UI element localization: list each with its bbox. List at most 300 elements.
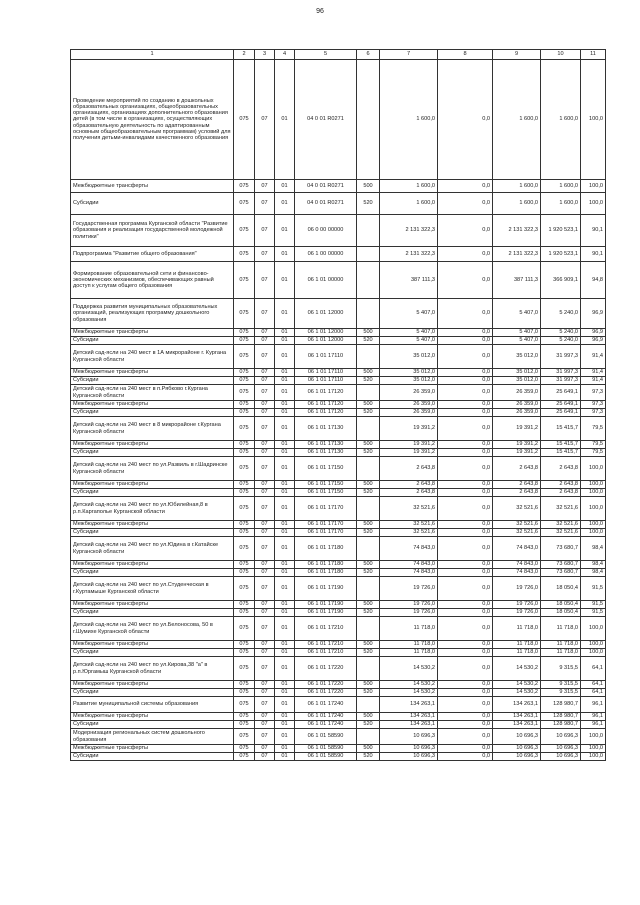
row-value-cell: 32 521,6	[380, 497, 438, 521]
row-value-cell: 520	[357, 721, 380, 729]
table-row	[71, 657, 606, 681]
row-value-cell: 10 696,3	[380, 753, 438, 761]
row-value-cell: 520	[357, 193, 380, 215]
row-value-cell: 500	[357, 369, 380, 377]
row-name-cell: Межбюджетные трансферты	[71, 369, 234, 377]
row-value-cell: 07	[255, 409, 275, 417]
row-value-cell	[357, 215, 380, 247]
row-value-cell: 07	[255, 721, 275, 729]
row-value-cell: 06 1 01 17240	[295, 697, 357, 713]
row-value-cell: 07	[255, 753, 275, 761]
row-value-cell: 18 050,4	[541, 577, 581, 601]
row-value-cell: 06 1 01 17180	[295, 537, 357, 561]
row-value-cell: 07	[255, 713, 275, 721]
row-value-cell: 01	[275, 417, 295, 441]
row-value-cell: 32 521,6	[541, 497, 581, 521]
row-value-cell: 07	[255, 569, 275, 577]
row-value-cell: 32 521,6	[541, 521, 581, 529]
row-value-cell: 075	[234, 689, 255, 697]
row-value-cell: 2 643,8	[541, 481, 581, 489]
row-value-cell: 06 1 01 17170	[295, 521, 357, 529]
row-value-cell: 94,8	[581, 262, 606, 299]
row-value-cell: 64,1	[581, 681, 606, 689]
row-value-cell: 98,4	[581, 569, 606, 577]
row-value-cell	[357, 299, 380, 329]
row-value-cell: 01	[275, 529, 295, 537]
table-row	[71, 441, 606, 449]
row-value-cell: 07	[255, 369, 275, 377]
row-value-cell: 0,0	[438, 247, 493, 262]
row-value-cell	[357, 729, 380, 745]
column-header: 9	[493, 50, 541, 60]
row-value-cell: 01	[275, 697, 295, 713]
row-value-cell: 35 012,0	[380, 345, 438, 369]
row-value-cell: 25 649,1	[541, 385, 581, 401]
row-value-cell: 500	[357, 713, 380, 721]
row-value-cell: 06 1 01 00000	[295, 262, 357, 299]
row-value-cell: 01	[275, 537, 295, 561]
row-value-cell: 1 600,0	[380, 193, 438, 215]
table-row	[71, 753, 606, 761]
row-value-cell: 26 359,0	[493, 409, 541, 417]
row-value-cell: 01	[275, 377, 295, 385]
row-value-cell: 32 521,6	[493, 521, 541, 529]
row-value-cell: 9 315,5	[541, 689, 581, 697]
table-row	[71, 417, 606, 441]
row-value-cell: 07	[255, 609, 275, 617]
row-value-cell: 075	[234, 449, 255, 457]
table-row	[71, 681, 606, 689]
row-value-cell: 74 843,0	[493, 537, 541, 561]
table-row	[71, 561, 606, 569]
row-value-cell: 06 1 01 17210	[295, 617, 357, 641]
row-value-cell: 0,0	[438, 345, 493, 369]
column-header: 8	[438, 50, 493, 60]
row-value-cell: 1 600,0	[541, 60, 581, 180]
row-value-cell: 06 1 01 17120	[295, 409, 357, 417]
row-value-cell: 06 1 01 58590	[295, 729, 357, 745]
table-row	[71, 247, 606, 262]
row-value-cell: 26 359,0	[380, 409, 438, 417]
row-value-cell: 075	[234, 299, 255, 329]
row-value-cell: 01	[275, 369, 295, 377]
table-row	[71, 697, 606, 713]
row-value-cell: 0,0	[438, 753, 493, 761]
table-row	[71, 385, 606, 401]
row-value-cell: 01	[275, 449, 295, 457]
row-value-cell: 500	[357, 180, 380, 193]
table-row	[71, 497, 606, 521]
row-value-cell: 0,0	[438, 657, 493, 681]
row-value-cell: 500	[357, 745, 380, 753]
row-value-cell: 06 1 01 17210	[295, 649, 357, 657]
budget-table	[70, 49, 606, 761]
row-value-cell: 79,5	[581, 449, 606, 457]
column-header: 11	[581, 50, 606, 60]
row-value-cell: 0,0	[438, 601, 493, 609]
row-value-cell: 0,0	[438, 481, 493, 489]
table-row	[71, 745, 606, 753]
row-value-cell	[357, 247, 380, 262]
row-value-cell: 01	[275, 345, 295, 369]
row-value-cell: 5 407,0	[380, 299, 438, 329]
row-value-cell	[357, 617, 380, 641]
row-value-cell: 500	[357, 561, 380, 569]
row-value-cell: 075	[234, 401, 255, 409]
row-value-cell: 387 111,3	[493, 262, 541, 299]
row-value-cell: 100,0	[581, 193, 606, 215]
row-name-cell: Субсидии	[71, 569, 234, 577]
row-value-cell: 07	[255, 745, 275, 753]
row-value-cell: 075	[234, 262, 255, 299]
row-value-cell: 32 521,6	[380, 521, 438, 529]
row-value-cell: 01	[275, 401, 295, 409]
row-value-cell: 2 131 322,3	[493, 215, 541, 247]
row-value-cell: 2 643,8	[493, 489, 541, 497]
row-value-cell: 075	[234, 441, 255, 449]
table-row	[71, 409, 606, 417]
row-value-cell: 19 726,0	[380, 609, 438, 617]
row-value-cell: 07	[255, 247, 275, 262]
row-value-cell: 5 240,0	[541, 337, 581, 345]
row-value-cell: 96,9	[581, 337, 606, 345]
table-row	[71, 377, 606, 385]
table-row	[71, 521, 606, 529]
row-value-cell: 5 407,0	[380, 329, 438, 337]
table-row	[71, 180, 606, 193]
row-value-cell: 520	[357, 609, 380, 617]
row-value-cell: 01	[275, 753, 295, 761]
row-value-cell: 10 696,3	[493, 753, 541, 761]
row-value-cell: 1 600,0	[541, 180, 581, 193]
row-value-cell: 520	[357, 489, 380, 497]
row-name-cell: Субсидии	[71, 529, 234, 537]
row-value-cell: 19 726,0	[380, 601, 438, 609]
row-value-cell: 06 1 01 17190	[295, 577, 357, 601]
row-value-cell: 0,0	[438, 329, 493, 337]
row-name-cell: Субсидии	[71, 377, 234, 385]
row-value-cell: 075	[234, 537, 255, 561]
row-value-cell: 0,0	[438, 457, 493, 481]
row-value-cell: 500	[357, 601, 380, 609]
row-value-cell: 06 1 01 17150	[295, 457, 357, 481]
row-value-cell: 075	[234, 180, 255, 193]
row-value-cell: 0,0	[438, 449, 493, 457]
row-value-cell	[357, 577, 380, 601]
row-value-cell: 07	[255, 441, 275, 449]
row-value-cell: 134 263,1	[493, 713, 541, 721]
row-value-cell: 10 696,3	[493, 729, 541, 745]
table-row	[71, 713, 606, 721]
row-value-cell: 06 1 01 17120	[295, 401, 357, 409]
row-value-cell	[357, 417, 380, 441]
row-name-cell: Детский сад-ясли на 240 мест по ул.Белоносова, 50 в г.Шумихе Курганской области	[71, 617, 234, 641]
row-value-cell	[357, 385, 380, 401]
table-row	[71, 60, 606, 180]
row-value-cell: 01	[275, 745, 295, 753]
row-value-cell: 01	[275, 601, 295, 609]
row-value-cell: 19 726,0	[380, 577, 438, 601]
row-value-cell: 075	[234, 385, 255, 401]
row-value-cell: 0,0	[438, 489, 493, 497]
row-value-cell: 01	[275, 337, 295, 345]
row-value-cell: 075	[234, 569, 255, 577]
row-value-cell: 520	[357, 649, 380, 657]
row-value-cell: 35 012,0	[380, 377, 438, 385]
row-value-cell: 0,0	[438, 689, 493, 697]
row-value-cell: 96,1	[581, 697, 606, 713]
row-value-cell: 0,0	[438, 521, 493, 529]
column-header: 6	[357, 50, 380, 60]
row-value-cell: 075	[234, 745, 255, 753]
row-value-cell: 0,0	[438, 497, 493, 521]
row-value-cell: 075	[234, 345, 255, 369]
row-value-cell: 075	[234, 561, 255, 569]
row-value-cell: 0,0	[438, 681, 493, 689]
row-name-cell: Субсидии	[71, 649, 234, 657]
row-value-cell: 06 1 01 17130	[295, 441, 357, 449]
row-value-cell: 520	[357, 569, 380, 577]
row-value-cell: 07	[255, 329, 275, 337]
row-value-cell: 0,0	[438, 561, 493, 569]
row-value-cell: 10 696,3	[380, 745, 438, 753]
row-value-cell: 26 359,0	[493, 385, 541, 401]
row-value-cell: 075	[234, 409, 255, 417]
row-value-cell: 14 530,2	[380, 681, 438, 689]
row-value-cell: 2 643,8	[493, 481, 541, 489]
row-value-cell: 64,1	[581, 657, 606, 681]
row-value-cell: 500	[357, 329, 380, 337]
row-value-cell: 0,0	[438, 729, 493, 745]
row-value-cell	[357, 457, 380, 481]
row-value-cell: 01	[275, 385, 295, 401]
row-value-cell: 06 1 01 17190	[295, 609, 357, 617]
row-value-cell: 06 1 01 17110	[295, 345, 357, 369]
row-value-cell: 387 111,3	[380, 262, 438, 299]
row-value-cell: 075	[234, 247, 255, 262]
row-name-cell: Детский сад-ясли на 240 мест по ул.Юбилейная,8 в р.п.Каргаполье Курганской области	[71, 497, 234, 521]
row-value-cell: 07	[255, 377, 275, 385]
row-value-cell: 0,0	[438, 401, 493, 409]
row-value-cell: 01	[275, 180, 295, 193]
row-name-cell: Субсидии	[71, 449, 234, 457]
row-value-cell: 74 843,0	[380, 537, 438, 561]
row-value-cell: 25 649,1	[541, 401, 581, 409]
table-row	[71, 262, 606, 299]
row-value-cell: 14 530,2	[380, 689, 438, 697]
row-value-cell: 075	[234, 713, 255, 721]
row-value-cell	[357, 497, 380, 521]
row-value-cell: 100,0	[581, 529, 606, 537]
table-row	[71, 329, 606, 337]
table-row	[71, 601, 606, 609]
row-value-cell: 0,0	[438, 641, 493, 649]
row-name-cell: Государственная программа Курганской области "Развитие образования и реализация государственной молодежной политики"	[71, 215, 234, 247]
row-value-cell: 0,0	[438, 193, 493, 215]
row-value-cell: 18 050,4	[541, 601, 581, 609]
row-value-cell: 06 1 01 17240	[295, 721, 357, 729]
row-value-cell: 2 643,8	[541, 457, 581, 481]
row-value-cell: 07	[255, 385, 275, 401]
row-value-cell: 520	[357, 689, 380, 697]
row-value-cell: 01	[275, 657, 295, 681]
table-row	[71, 721, 606, 729]
row-value-cell: 35 012,0	[493, 345, 541, 369]
row-value-cell: 01	[275, 481, 295, 489]
row-value-cell: 01	[275, 521, 295, 529]
row-value-cell: 07	[255, 697, 275, 713]
table-row	[71, 489, 606, 497]
row-value-cell: 79,5	[581, 417, 606, 441]
row-value-cell: 0,0	[438, 569, 493, 577]
row-name-cell: Субсидии	[71, 193, 234, 215]
row-value-cell: 2 643,8	[541, 489, 581, 497]
row-value-cell: 100,0	[581, 641, 606, 649]
row-value-cell: 500	[357, 641, 380, 649]
row-value-cell: 075	[234, 457, 255, 481]
row-value-cell: 07	[255, 262, 275, 299]
row-value-cell: 06 1 01 17220	[295, 689, 357, 697]
row-value-cell: 01	[275, 681, 295, 689]
row-value-cell: 01	[275, 457, 295, 481]
row-value-cell: 128 980,7	[541, 721, 581, 729]
row-value-cell: 35 012,0	[380, 369, 438, 377]
row-name-cell: Межбюджетные трансферты	[71, 521, 234, 529]
row-value-cell: 01	[275, 689, 295, 697]
row-value-cell: 01	[275, 497, 295, 521]
row-value-cell: 100,0	[581, 481, 606, 489]
row-value-cell: 2 643,8	[380, 481, 438, 489]
row-value-cell: 075	[234, 497, 255, 521]
row-value-cell: 075	[234, 721, 255, 729]
column-header: 7	[380, 50, 438, 60]
row-value-cell: 100,0	[581, 617, 606, 641]
row-name-cell: Межбюджетные трансферты	[71, 329, 234, 337]
row-value-cell: 2 131 322,3	[380, 215, 438, 247]
row-value-cell: 07	[255, 215, 275, 247]
row-value-cell: 500	[357, 481, 380, 489]
row-value-cell: 06 1 01 12000	[295, 329, 357, 337]
row-value-cell: 075	[234, 657, 255, 681]
table-row	[71, 641, 606, 649]
row-value-cell: 0,0	[438, 180, 493, 193]
row-name-cell: Детский сад-ясли на 240 мест в 1А микрорайоне г. Кургана Курганской области	[71, 345, 234, 369]
row-value-cell: 134 263,1	[493, 721, 541, 729]
row-value-cell: 075	[234, 329, 255, 337]
row-value-cell: 0,0	[438, 537, 493, 561]
row-value-cell: 07	[255, 401, 275, 409]
row-value-cell: 01	[275, 489, 295, 497]
row-value-cell: 06 1 01 17170	[295, 497, 357, 521]
row-value-cell: 07	[255, 180, 275, 193]
row-value-cell: 06 1 01 17110	[295, 369, 357, 377]
row-value-cell: 06 1 01 17220	[295, 657, 357, 681]
row-value-cell: 0,0	[438, 409, 493, 417]
row-name-cell: Межбюджетные трансферты	[71, 681, 234, 689]
row-value-cell: 07	[255, 641, 275, 649]
table-row	[71, 649, 606, 657]
row-value-cell: 2 643,8	[380, 489, 438, 497]
row-value-cell: 11 718,0	[493, 641, 541, 649]
row-value-cell: 07	[255, 481, 275, 489]
row-value-cell: 0,0	[438, 377, 493, 385]
row-value-cell: 075	[234, 369, 255, 377]
row-value-cell: 11 718,0	[541, 641, 581, 649]
row-value-cell	[357, 537, 380, 561]
row-value-cell: 35 012,0	[493, 377, 541, 385]
row-name-cell: Межбюджетные трансферты	[71, 401, 234, 409]
row-name-cell: Модернизация региональных систем дошкольного образования	[71, 729, 234, 745]
table-row	[71, 345, 606, 369]
row-value-cell: 01	[275, 729, 295, 745]
row-value-cell: 01	[275, 60, 295, 180]
row-value-cell: 01	[275, 721, 295, 729]
table-row	[71, 457, 606, 481]
row-value-cell: 73 680,7	[541, 537, 581, 561]
row-value-cell: 01	[275, 441, 295, 449]
row-value-cell: 79,5	[581, 441, 606, 449]
row-value-cell: 1 600,0	[493, 60, 541, 180]
row-value-cell: 075	[234, 377, 255, 385]
row-value-cell: 0,0	[438, 721, 493, 729]
row-name-cell: Детский сад-ясли на 240 мест по ул.Студенческая в г.Куртамыше Курганской области	[71, 577, 234, 601]
row-value-cell: 97,3	[581, 401, 606, 409]
row-value-cell: 500	[357, 681, 380, 689]
row-value-cell: 0,0	[438, 577, 493, 601]
row-value-cell: 91,4	[581, 345, 606, 369]
row-value-cell: 04 0 01 R0271	[295, 60, 357, 180]
row-value-cell: 9 315,5	[541, 681, 581, 689]
row-value-cell: 19 726,0	[493, 609, 541, 617]
row-name-cell: Межбюджетные трансферты	[71, 641, 234, 649]
row-value-cell: 1 600,0	[380, 60, 438, 180]
row-value-cell: 2 131 322,3	[493, 247, 541, 262]
row-value-cell: 1 920 523,1	[541, 215, 581, 247]
row-value-cell: 06 1 01 17120	[295, 385, 357, 401]
row-value-cell: 06 1 01 17240	[295, 713, 357, 721]
row-value-cell: 100,0	[581, 457, 606, 481]
row-value-cell: 100,0	[581, 753, 606, 761]
table-row	[71, 577, 606, 601]
row-value-cell: 11 718,0	[541, 617, 581, 641]
row-name-cell: Детский сад-ясли на 240 мест по ул.Юдина в г.Катайске Курганской области	[71, 537, 234, 561]
row-value-cell: 19 726,0	[493, 577, 541, 601]
row-value-cell: 14 530,2	[493, 681, 541, 689]
row-value-cell: 134 263,1	[493, 697, 541, 713]
row-value-cell: 01	[275, 299, 295, 329]
table-row	[71, 689, 606, 697]
row-value-cell: 14 530,2	[380, 657, 438, 681]
row-value-cell: 07	[255, 60, 275, 180]
row-value-cell: 075	[234, 193, 255, 215]
row-value-cell: 100,0	[581, 497, 606, 521]
row-value-cell: 26 359,0	[380, 385, 438, 401]
row-value-cell: 500	[357, 521, 380, 529]
row-value-cell: 075	[234, 753, 255, 761]
table-header-row	[71, 50, 606, 60]
row-value-cell: 07	[255, 345, 275, 369]
row-name-cell: Поддержка развития муниципальных образовательных организаций, реализующих программу дошкольного образования	[71, 299, 234, 329]
row-value-cell: 5 407,0	[493, 329, 541, 337]
row-value-cell: 91,5	[581, 601, 606, 609]
row-value-cell: 11 718,0	[493, 649, 541, 657]
table-row	[71, 215, 606, 247]
row-value-cell: 15 415,7	[541, 449, 581, 457]
row-value-cell: 5 240,0	[541, 329, 581, 337]
row-value-cell: 74 843,0	[493, 569, 541, 577]
row-value-cell: 01	[275, 609, 295, 617]
row-value-cell: 100,0	[581, 521, 606, 529]
